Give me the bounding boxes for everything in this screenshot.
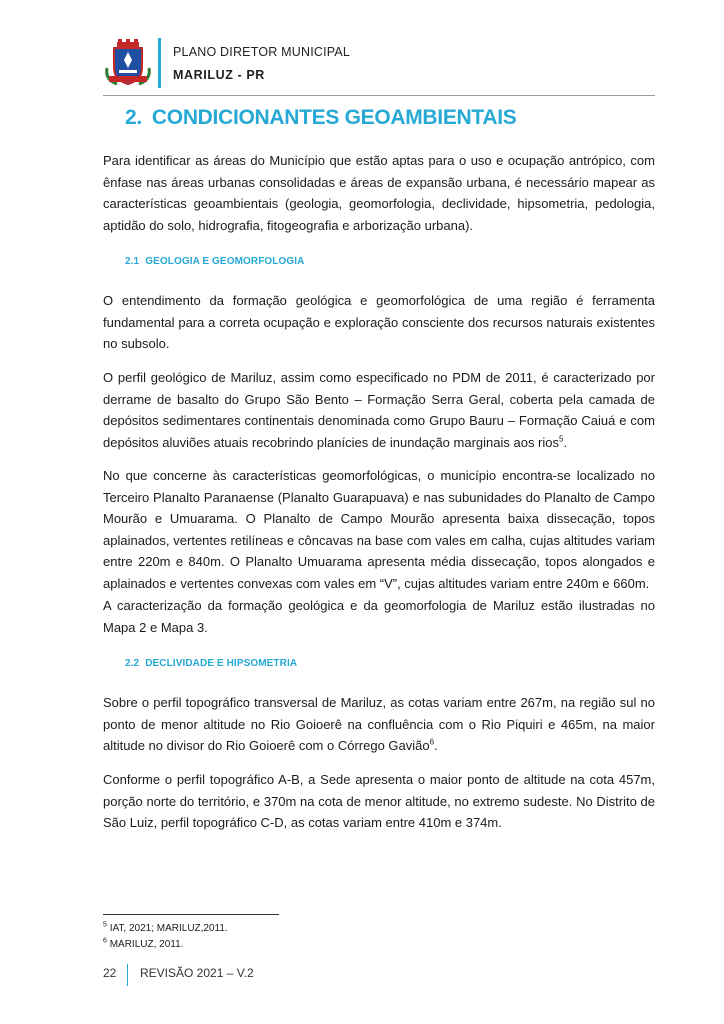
section-title: CONDICIONANTES GEOAMBIENTAIS <box>151 106 517 129</box>
footnote-text: MARILUZ, 2011. <box>109 939 184 950</box>
revision-label: REVISÃO 2021 – V.2 <box>140 966 254 980</box>
geologia-paragraph-4: A caracterização da formação geológica e da geomorfologia de Mariluz estão ilustradas no Mapa 2 e Mapa 3. <box>103 598 655 635</box>
footnote-text: IAT, 2021; MARILUZ,2011. <box>109 923 228 934</box>
footnote-5 <box>103 923 228 934</box>
page-header <box>103 38 655 96</box>
geologia-paragraph-2-text: O perfil geológico de Mariluz, assim como especificado no PDM de 2011, é caracterizado por derrame de basalto do Grupo São Bento – Formação Serra Geral, coberta pela camada de depósitos sedimentares continentais denominada como Grupo Bauru – Formação Caiuá e com depósitos aluviões atuais recobrindo planícies de inundação marginais aos rios <box>103 370 655 450</box>
subsection-number: 2.1 <box>125 256 140 267</box>
footnote-ref-5: 5 <box>559 434 564 444</box>
page-number: 22 <box>103 966 117 980</box>
section-number: 2. <box>125 106 142 129</box>
geologia-paragraph-2: O perfil geológico de Mariluz, assim como especificado no PDM de 2011, é caracterizado por derrame de basalto do Grupo São Bento – Formação Serra Geral, coberta pela camada de depósitos sedimentares continentais denominada como Grupo Bauru – Formação Caiuá e com depósitos aluviões atuais recobrindo planícies de inundação marginais aos rios$^5$. <box>103 370 655 450</box>
declividade-paragraph-1: Sobre o perfil topográfico transversal de Mariluz, as cotas variam entre 267m, na região sul no ponto de menor altitude no Rio Goioerê na confluência com o Rio Piquiri e 465m, na maior altitude no divisor do Rio Goioerê com o Córrego Gavião$^6$. <box>103 695 655 754</box>
header-subtitle: MARILUZ - PR <box>173 68 265 82</box>
section-intro-paragraph: Para identificar as áreas do Município que estão aptas para o uso e ocupação antrópico, com ênfase nas áreas urbanas consolidadas e áreas de expansão urbana, é necessário mapear as características geoambientais (geologia, geomorfologia, declividade, hipsometria, pedologia, aptidão do solo, hidrografia, fitogeografia e arborização urbana). <box>103 153 655 233</box>
declividade-paragraph-2: Conforme o perfil topográfico A-B, a Sede apresenta o maior ponto de altitude na cota 457m, porção norte do território, e 370m na cota de menor altitude, no extremo sudeste. No Distrito de São Luiz, perfil topográfico C-D, as cotas variam entre 410m e 374m. <box>103 772 655 831</box>
header-title: PLANO DIRETOR MUNICIPAL <box>173 45 351 59</box>
declividade-paragraph-1-text: Sobre o perfil topográfico transversal de Mariluz, as cotas variam entre 267m, na região sul no ponto de menor altitude no Rio Goioerê na confluência com o Rio Piquiri e 465m, na maior altitude no divisor do Rio Goioerê com o Córrego Gavião <box>103 695 655 754</box>
section-heading <box>125 106 526 130</box>
geologia-paragraph-1: O entendimento da formação geológica e geomorfológica de uma região é ferramenta fundamental para a correta ocupação e exploração consciente dos recursos naturais existentes no subsolo. <box>103 293 655 352</box>
subsection-title: GEOLOGIA E GEOMORFOLOGIA <box>145 256 305 267</box>
subsection-number: 2.2 <box>125 658 140 669</box>
footnote-marker: 6 <box>103 937 107 945</box>
footnote-marker: 5 <box>103 921 107 929</box>
footnote-divider <box>103 914 279 915</box>
municipal-crest-icon <box>103 38 153 88</box>
footer-accent-bar <box>127 964 128 986</box>
footnote-6 <box>103 939 183 950</box>
subsection-heading-geologia <box>125 256 304 267</box>
geologia-paragraph-3: No que concerne às características geomorfológicas, o município encontra-se localizado no Terceiro Planalto Paranaense (Planalto Guarapuava) e nas subunidades do Planalto de Campo Mourão e Umuarama. O Planalto de Campo Mourão apresenta baixa dissecação, topos aplainados, vertentes retilíneas e côncavas na base com vales em calha, cujas altitudes variam entre 220m e 840m. O Planalto Umuarama apresenta média dissecação, topos alongados e aplainados e vertentes convexas com vales em “V”, cujas altitudes variam entre 240m e 660m. <box>103 468 655 591</box>
header-accent-bar <box>158 38 161 88</box>
footnote-ref-6: 6 <box>429 737 435 747</box>
subsection-heading-declividade <box>125 658 297 669</box>
subsection-title: DECLIVIDADE E HIPSOMETRIA <box>145 658 298 669</box>
header-divider <box>103 95 655 96</box>
